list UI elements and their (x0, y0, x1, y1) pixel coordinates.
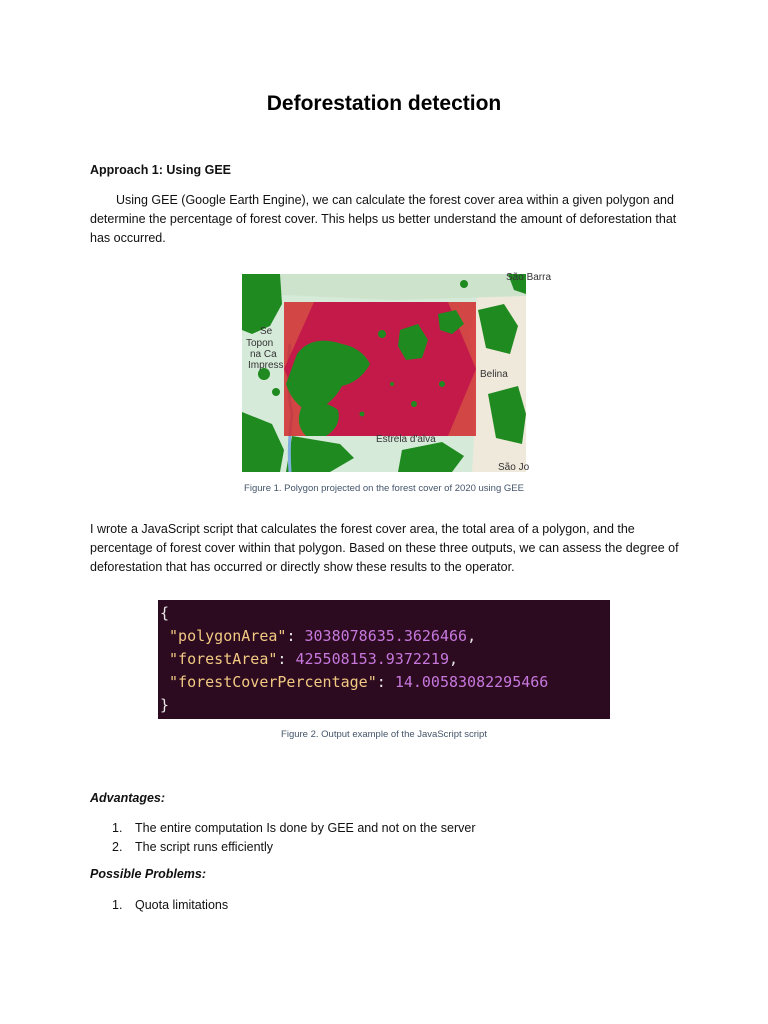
map-label-left-4: Impress (248, 360, 284, 371)
code-line-polygon-area: "polygonArea": 3038078635.3626466, (169, 627, 477, 645)
map-graphic (242, 272, 552, 473)
json-output-code-block (158, 600, 610, 719)
map-label-bottom: Estrela d'alva (376, 434, 436, 445)
figure2-caption: Figure 2. Output example of the JavaScript script (281, 729, 487, 740)
map-label-left-2: Topon (246, 338, 274, 349)
problems-heading: Possible Problems: (90, 867, 207, 881)
advantages-heading: Advantages: (90, 791, 166, 805)
map-label-left-1: Se (260, 326, 273, 337)
problems-list (112, 896, 228, 915)
code-line-forest-area: "forestArea": 425508153.9372219, (169, 650, 459, 668)
page-title: Deforestation detection (266, 92, 502, 115)
list-item: 1. Quota limitations (112, 898, 229, 912)
advantages-list (112, 819, 475, 857)
approach-heading: Approach 1: Using GEE (90, 163, 231, 177)
list-item: 1. The entire computation Is done by GEE and not on the server (112, 821, 476, 835)
map-label-right: Belina (480, 369, 508, 380)
script-paragraph: I wrote a JavaScript script that calculates the forest cover area, the total area of a polygon, and the percentage of forest cover within that polygon. Based on these three outputs, we can assess the degree of deforestation that has occurred or directly show these results to the operator. (90, 522, 679, 574)
map-label-left-3: na Ca (250, 349, 277, 360)
code-line-forest-cover-percentage: "forestCoverPercentage": 14.00583082295466 (169, 673, 549, 691)
map-label-bottom-right: São Jo (498, 462, 530, 473)
forest-cover-map-image (242, 272, 552, 473)
map-label-top-right: São Barra (506, 272, 552, 283)
code-open-brace: { (160, 604, 170, 622)
intro-paragraph: Using GEE (Google Earth Engine), we can calculate the forest cover area within a given polygon and determine the percentage of forest cover. This helps us better understand the amount of deforestation that has occurred. (90, 193, 677, 245)
code-close-brace: } (160, 696, 170, 714)
list-item: 2. The script runs efficiently (112, 840, 274, 854)
figure1-caption: Figure 1. Polygon projected on the forest cover of 2020 using GEE (244, 483, 524, 494)
